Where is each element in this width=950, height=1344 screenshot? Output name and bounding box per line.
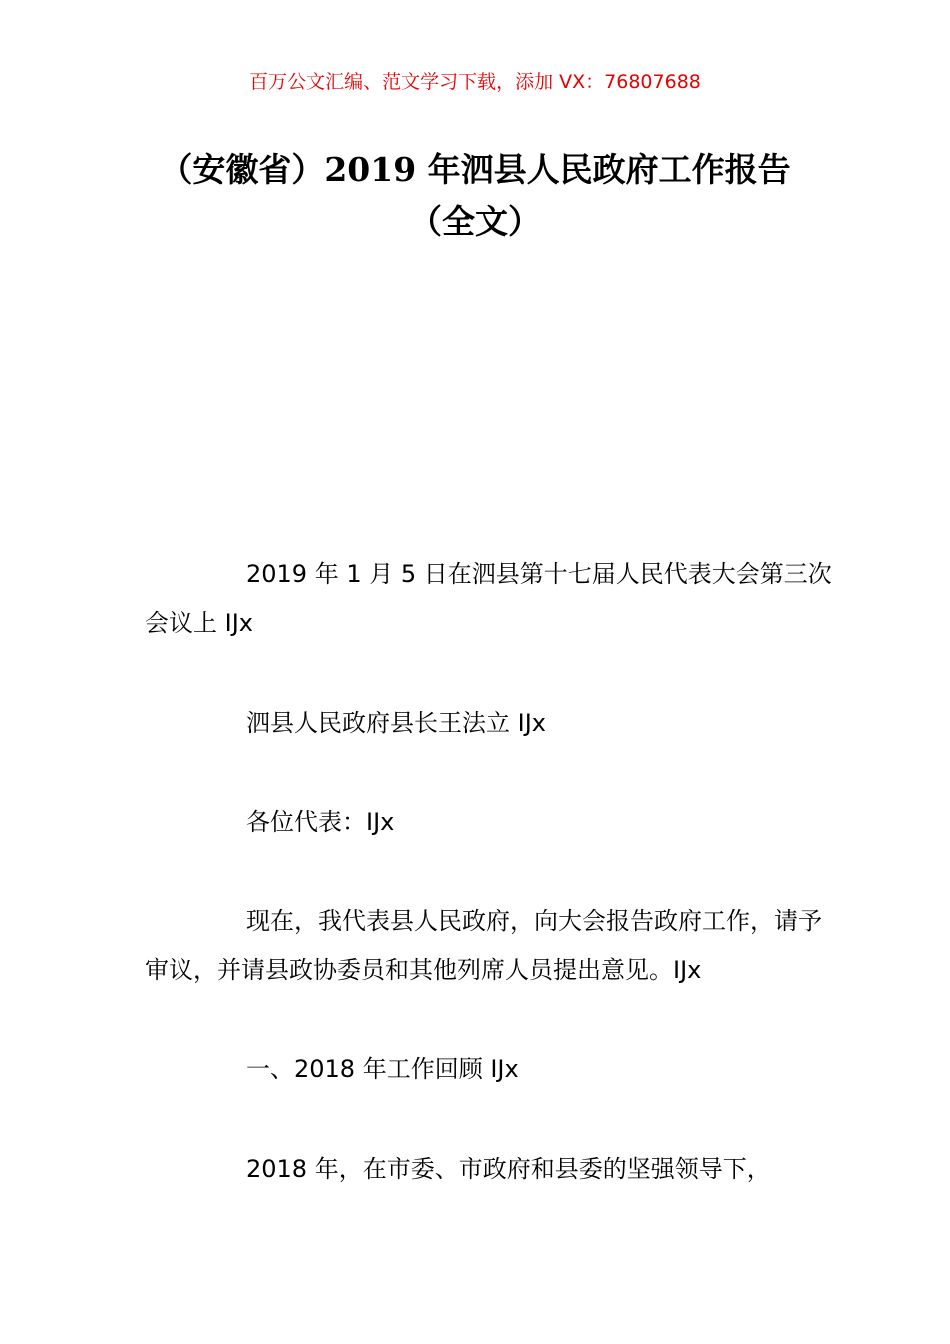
section-heading: 一、2018 年工作回顾 IJx [246, 1055, 519, 1083]
title-line-1: （安徽省）2019 年泗县人民政府工作报告 [159, 150, 791, 189]
header-note: 百万公文汇编、范文学习下载，添加 VX：76807688 [249, 71, 701, 93]
document-body-section [145, 1045, 835, 1094]
document-title [120, 144, 830, 248]
title-line-2: （全文） [409, 202, 541, 241]
document-body-review [145, 1145, 835, 1194]
paragraph-author: 泗县人民政府县长王法立 IJx [246, 709, 546, 737]
paragraph-review-start: 2018 年，在市委、市政府和县委的坚强领导下， [246, 1155, 771, 1183]
paragraph-meeting-date: 2019 年 1 月 5 日在泗县第十七届人民代表大会第三次会议上 IJx [145, 560, 832, 637]
paragraph-intro: 现在，我代表县人民政府，向大会报告政府工作，请予审议，并请县政协委员和其他列席人员提出意见。IJx [145, 907, 822, 984]
document-body-intro [145, 897, 835, 995]
document-body-author [145, 699, 835, 748]
document-body [145, 550, 835, 648]
document-body-salutation [145, 798, 835, 847]
paragraph-salutation: 各位代表：IJx [246, 808, 395, 836]
